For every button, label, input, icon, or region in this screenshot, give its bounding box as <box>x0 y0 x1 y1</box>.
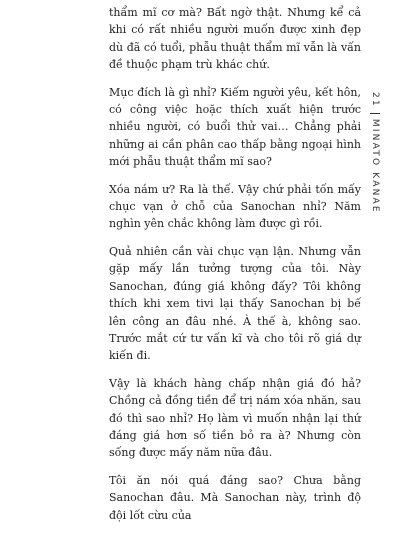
paragraph-3: Xóa nám ư? Ra là thế. Vậy chứ phải tốn mấy chục vạn ở chỗ của Sanochan nhỉ? Năm nghìn yên chắc không làm được gì rồi. <box>109 182 361 231</box>
paragraph-4: Quả nhiên cần vài chục vạn lận. Nhưng vẫn gặp mấy lần tưởng tượng của tôi. Này Sanochan, đúng giá không đấy? Tôi không thích khi xem tivi lại thấy Sanochan bị bế lên công an đâu nhé. À thế à, không sao. Trước mắt cứ tư vấn kĩ và cho tôi rõ giá dự kiến đi. <box>109 244 361 363</box>
page-number: 21 <box>370 92 380 108</box>
body-text <box>109 4 361 534</box>
author-name: MINATO KANAE <box>370 118 380 214</box>
running-head <box>368 92 382 214</box>
running-head-separator <box>370 113 380 114</box>
paragraph-1: thẩm mĩ cơ mà? Bất ngờ thật. Nhưng kể cả khi có rất nhiều người muốn được xinh đẹp dù đã có tuổi, phẫu thuật thẩm mĩ vẫn là vấn đề thuộc phạm trù khác chứ. <box>109 6 361 72</box>
paragraph-6: Tôi ăn nói quá đáng sao? Chưa bằng Sanochan đâu. Mà Sanochan này, trình độ đội lốt cừu của <box>109 473 361 522</box>
paragraph-5: Vậy là khách hàng chấp nhận giá đó hả? Chồng cả đồng tiền để trị nám xóa nhăn, sau đó thì sao nhỉ? Họ làm vì muốn nhận lại thứ đáng giá hơn số tiền bỏ ra à? Nhưng còn sống được mấy năm nữa đâu. <box>109 376 361 460</box>
paragraph-2: Mục đích là gì nhỉ? Kiếm người yêu, kết hôn, có công việc hoặc thích xuất hiện trước nhiều người, có buổi thử vai… Chẳng phải những ai cần phân cao thấp bằng ngoại hình mới phẫu thuật thẩm mĩ sao? <box>109 85 361 169</box>
